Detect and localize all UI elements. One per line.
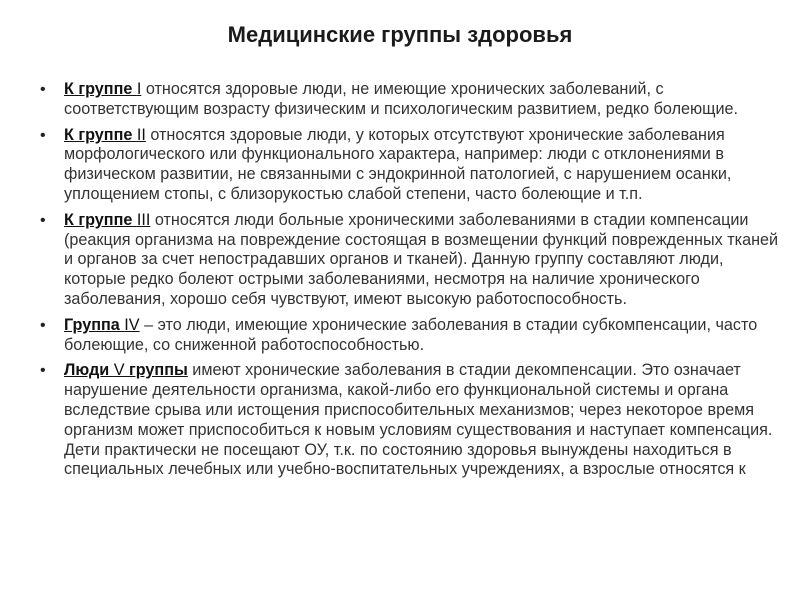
page-title: Медицинские группы здоровья [227,22,573,47]
list-item-group-5 [40,361,780,480]
group-2-lead [64,126,146,144]
group-5-text: имеют хронические заболевания в стадии декомпенсации. Это означает нарушение деятельности организма, какой-либо его функциональной системы и органа вследствие срыва или истощения приспособительных механизмов; через некоторое время организм может приспособиться к новым условиям существования и наступает компенсация. Дети практически не посещают ОУ, т.к. по состоянию здоровья вынуждены находиться в специальных лечебных или учебно-воспитательных учреждениях, а взрослые относятся к [64,361,773,479]
group-3-text: относятся люди больные хроническими заболеваниями в стадии компенсации (реакция организма на повреждение состоящая в возмещении функций поврежденных тканей и органов за счет непострадавших органов и тканей). Данную группу составляют люди, которые редко болеют острыми заболеваниями, несмотря на наличие хронического заболевания, хорошо себя чувствуют, имеют высокую работоспособность. [64,210,779,308]
group-1-lead [64,80,141,98]
group-1-lead-text: К группе [64,80,137,98]
group-2-roman: II [136,125,146,144]
group-4-roman: IV [124,315,140,334]
group-3-lead [64,211,150,229]
bullet-icon: • [40,362,46,380]
list-item-group-1 [40,80,780,120]
group-3-lead-text: К группе [64,210,137,229]
bullet-icon: • [40,126,46,144]
group-5-lead [64,361,188,379]
group-5-lead-after: группы [124,361,188,380]
group-4-lead-text: Группа [64,315,125,334]
group-4-text: – это люди, имеющие хронические заболевания в стадии субкомпенсации, часто болеющие, со сниженной работоспособностью. [64,315,758,354]
bullet-icon: • [40,316,46,334]
bullet-icon: • [40,81,46,98]
list-item-group-3 [40,211,780,310]
group-2-lead-text: К группе [64,125,137,144]
bullet-icon: • [40,211,46,229]
group-3-roman: III [136,210,151,229]
list-item-group-2 [40,126,780,205]
list-item-group-4 [40,316,780,356]
group-5-lead-text: Люди [64,361,114,380]
health-groups-list [40,80,780,486]
group-4-lead [64,316,140,334]
group-1-text: относятся здоровые люди, не имеющие хронических заболеваний, с соответствующим возрасту физическим и психологическим развитием, редко болеющие. [64,80,739,118]
group-5-roman: V [113,361,125,380]
group-1-roman: I [136,80,142,98]
group-2-text: относятся здоровые люди, у которых отсутствуют хронические заболевания морфологического или функционального характера, например: люди с отклонениями в физическом развитии, не связанными с эндокринной патологией, с нарушением осанки, уплощением стопы, с близорукостью слабой степени, часто болеющие и т.п. [64,125,732,203]
